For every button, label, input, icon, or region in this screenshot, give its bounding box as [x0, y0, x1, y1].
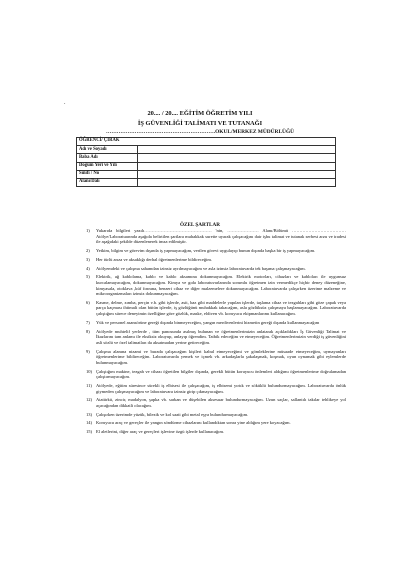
- student-info-table: [76, 137, 336, 187]
- table-row: [77, 154, 336, 162]
- item-text: Çalıştığım makine, tezgah ve cihazı öğretilen bilgiler dışında, gerekli bütün koruyucu önlemleri aldığımı öğretmenlerime doğrulamadan çalıştırmayacağım.: [96, 368, 346, 380]
- item-text: Yukarıda bilgileri yazılı……………………………………… 'nin, ………………… Alanı/Bölümü ……………………………… Atölye/Laboratuarında aşağıda belirtilen şartlara muhakkak surette uyarak çalışacağını dair işbu talimat ve tutanak serbest arzu ve iradesi ile aşağıdaki şekilde düzenlenerek imza edilmiştir.: [96, 228, 346, 245]
- item-text: Yetkim, bilgim ve görevim dışında iş yapmayacağım, verilen görevi uygulayıp bunun dışında başka bir iş yapmayacağım.: [96, 247, 316, 253]
- item-text: Koruyucu araç ve gereçler ile yangın söndürme cihazlarını kullandıktan sonra yine aldığım yere koyacağım.: [96, 420, 291, 426]
- student-table-title: ÖĞRENCİ/ ÇIRAK: [77, 138, 336, 146]
- table-header-row: [77, 138, 336, 146]
- item-number: 1): [86, 228, 90, 233]
- list-item: [86, 228, 346, 245]
- item-number: 15): [86, 429, 92, 435]
- list-item: [86, 300, 346, 317]
- item-text: Atölyemdeki ve çalışma sahamdan izinsiz ayrılmayacağım ve asla izinsiz laboratuvarda tek başıma çalışmayacağım.: [96, 265, 306, 271]
- table-row: [77, 162, 336, 170]
- item-text: Çalışırken üzerimde yüzük, bilezik ve kol saati gibi metal eşya bulundurmayacağım.: [96, 411, 249, 417]
- father-name-field[interactable]: [138, 154, 336, 162]
- item-number: 9): [86, 348, 90, 354]
- field-branch-field[interactable]: [138, 178, 336, 186]
- item-number: 14): [86, 420, 92, 426]
- name-label: Adı ve Soyadı: [77, 146, 138, 154]
- item-number: 7): [86, 319, 90, 325]
- item-number: 5): [86, 274, 90, 280]
- table-row: [77, 146, 336, 154]
- item-number: 12): [86, 397, 92, 403]
- list-item: [86, 429, 346, 435]
- class-number-field[interactable]: [138, 170, 336, 178]
- item-text: Atatürkü, zincir, madalyon, şapka vb. sarkan ve düşebilen aksesuar bulundurmayacağım. Uzun saçlar, sallantılı takılar tehlikeye yol açacağından dikkatli olacağım.: [96, 397, 346, 408]
- item-number: 3): [86, 256, 90, 262]
- list-item: [86, 383, 346, 394]
- field-branch-label: Alanı/Dalı: [77, 178, 138, 186]
- father-name-label: Baba Adı: [77, 154, 138, 162]
- list-item: [86, 320, 346, 326]
- birthplace-label: Doğum Yeri ve Yılı: [77, 162, 138, 170]
- item-number: 8): [86, 328, 90, 334]
- item-text: Çalışma alanına nizami ve burada çalışacağım kişileri kabul etmeyeceğimi ve gömleklerine müsaade etmeyeceğim, uymayanları öğretmenlerime bildireceğim. Laboratuvarda yemek ve içmek vb. arkadaşlarla şakalaşmak, koşmak, oyun oynamak gibi eylemlerde bulunmayacağım.: [96, 348, 346, 365]
- item-text: Yük ve personel asansörüne gereği dışında binmeyeceğim, yangın merdivenlerini hizmetin gereği dışında kullanmayacağım: [96, 319, 320, 325]
- name-field[interactable]: [138, 146, 336, 154]
- item-number: 4): [86, 265, 90, 271]
- list-item: [86, 274, 346, 296]
- list-item: [86, 266, 346, 272]
- rules-list: [86, 228, 346, 438]
- list-item: [86, 412, 346, 418]
- item-text: Elektrik, ağ kablolama, kablo ve kablo aksamına dokunmayacağım. Elektrik motorları, cihazları ve kabloları ile uygunsuz kurcalamayacağım, dokunmayacağım. Kimya ve gıda laboratuvarlarında sorumlu öğretmen izin vermedikçe hiçbir deney düzeneğine, kimyasala, otoklava ,küf fırınına, benzeri cihaz ve diğer malzemelere dokunmayacağım. Laboratuvarda çalışırken üzerime malzeme ve mikroorganizmaları izinsiz dokunmayacağım.: [96, 274, 346, 297]
- item-text: Kasme, delme, zımba, perçin v.b. gibi işlerde, asit, baz gibi maddelerle yapılan işlerde, taşlama cihaz ve tezgahları gibi göze çapak veya parça kaçması ihtimali olan bütün işlerde, iş gözlüğünü muhakkak takacağım, asla gözlüksüz çalışmaya başlamayacağım. Laboratuvarda çalıştığım sürece deneyimin özelliğine göre gözlük, maske, eldiven vb. koruyucu ekipmanlarımı kullanacağım.: [96, 299, 346, 317]
- item-number: 11): [86, 382, 92, 388]
- list-item: [86, 248, 346, 254]
- document-title: İŞ GÜVENLİĞİ TALİMATI VE TUTANAĞI: [137, 120, 263, 127]
- class-number-label: Sınıfı / No: [77, 170, 138, 178]
- birthplace-field[interactable]: [138, 162, 336, 170]
- item-number: 10): [86, 368, 92, 374]
- item-number: 2): [86, 247, 90, 253]
- section-title: ÖZEL ŞARTLAR: [179, 222, 221, 228]
- list-item: [86, 329, 346, 346]
- item-number: 13): [86, 411, 92, 417]
- table-row: [77, 170, 336, 178]
- document-title-year: 20.... / 20.... EĞİTİM ÖĞRETİM YILI: [147, 110, 253, 117]
- item-number: 6): [86, 299, 90, 305]
- list-item: [86, 257, 346, 263]
- table-row: [77, 178, 336, 186]
- item-text: Atölyede, eğitim süresince sürekli iş elbisesi ile çalışacağım, iş elbisemi yırtık ve söküklü bulundurmayacağım. Laboratuvarda önlük giymeden çalışmayacağım ve laboratuvara izinsiz girip çıkmayacağım.: [96, 382, 346, 394]
- list-item: [86, 420, 346, 426]
- item-text: Her türlü arıza ve aksaklığı derhal öğretmenlerime bildireceğim.: [96, 256, 212, 262]
- item-text: El aletlerini, diğer araç ve gereçleri işlevine özgü işlerde kullanacağım.: [96, 429, 225, 435]
- list-item: [86, 369, 346, 380]
- stray-dot: .: [64, 100, 66, 106]
- school-line: …………………………………………………….OKUL/MERKEZ MÜDÜRLÜĞÜ: [105, 129, 295, 135]
- list-item: [86, 349, 346, 366]
- item-text: Atölyede muhtelif yerlerde , tüm panosunda asılmış bulunan ve öğretmenlerimizin anlatarak açıkladıkları İş Güvenliği Talimat ve İkazlarını tam anlamı ile eksiksiz okuyup, anlayıp öğrendim. Tatbik edeceğim ve etmeyeceğim. Öğretmenlerimizin verdiği iş güvenliğini asli sözlü ve özel talimatları da aksatmadan yerine getireceğim.: [96, 328, 346, 345]
- list-item: [86, 397, 346, 408]
